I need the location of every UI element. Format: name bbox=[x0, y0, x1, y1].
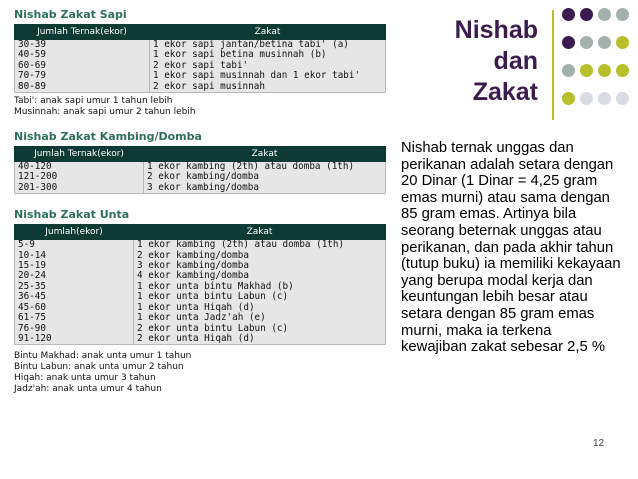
unta-range-cell: 5-9 10-14 15-19 20-24 25-35 36-45 45-60 61-75 76-90 91-120 bbox=[15, 240, 134, 345]
kambing-zakat-cell: 1 ekor kambing (2th) atau domba (1th) 2 ekor kambing/domba 3 ekor kambing/domba bbox=[144, 162, 386, 194]
decor-dot bbox=[598, 8, 611, 21]
kambing-header-zakat: Zakat bbox=[144, 147, 386, 162]
decor-dot bbox=[580, 92, 593, 105]
slide-body-text: Nishab ternak unggas dan perikanan adalah setara dengan 20 Dinar (1 Dinar = 4,25 gram emas murni) atau sama dengan 85 gram emas. Artinya bila seorang beternak unggas atau perikanan, dan pada akhir tahun (tutup buku) ia memiliki kekayaan yang berupa modal kerja dan keuntungan lebih besar atau setara dengan 85 gram emas murni, maka ia terkena kewajiban zakat sebesar 2,5 % bbox=[401, 140, 621, 356]
decor-dot bbox=[580, 64, 593, 77]
decor-dot bbox=[616, 64, 629, 77]
kambing-header-range: Jumlah Ternak(ekor) bbox=[15, 147, 144, 162]
decor-dot bbox=[598, 92, 611, 105]
kambing-table bbox=[14, 146, 386, 194]
page-number: 12 bbox=[593, 438, 605, 449]
unta-note-jadzah: Jadz'ah: anak unta umur 4 tahun bbox=[14, 384, 162, 395]
unta-table bbox=[14, 224, 386, 345]
decor-dot bbox=[562, 36, 575, 49]
sapi-note-musinnah: Musinnah: anak sapi umur 2 tahun lebih bbox=[14, 107, 196, 118]
decor-dot bbox=[580, 8, 593, 21]
title-line-zakat: Zakat bbox=[472, 78, 538, 106]
title-line-dan: dan bbox=[493, 47, 538, 75]
kambing-title: Nishab Zakat Kambing/Domba bbox=[14, 130, 202, 144]
decor-dot bbox=[580, 36, 593, 49]
unta-header-range: Jumlah(ekor) bbox=[15, 225, 134, 240]
decor-dot bbox=[562, 8, 575, 21]
slide-title bbox=[420, 15, 538, 108]
decor-dot bbox=[616, 92, 629, 105]
unta-note-bintu-makhad: Bintu Makhad: anak unta umur 1 tahun bbox=[14, 351, 192, 362]
unta-note-bintu-labun: Bintu Labun: anak unta umur 2 tahun bbox=[14, 362, 184, 373]
sapi-range-cell: 30-39 40-59 60-69 70-79 80-89 bbox=[15, 40, 150, 93]
unta-title: Nishab Zakat Unta bbox=[14, 208, 130, 222]
sapi-header-range: Jumlah Ternak(ekor) bbox=[15, 25, 150, 40]
sapi-header-zakat: Zakat bbox=[150, 25, 386, 40]
decorative-dot-grid bbox=[562, 8, 638, 120]
sapi-table bbox=[14, 24, 386, 93]
kambing-range-cell: 40-120 121-200 201-300 bbox=[15, 162, 144, 194]
zakat-tables-image bbox=[10, 8, 388, 395]
unta-note-hiqah: Hiqah: anak unta umur 3 tahun bbox=[14, 373, 156, 384]
sapi-note-tabi: Tabi': anak sapi umur 1 tahun lebih bbox=[14, 96, 173, 107]
title-divider bbox=[552, 10, 554, 120]
decor-dot bbox=[562, 64, 575, 77]
decor-dot bbox=[616, 36, 629, 49]
sapi-zakat-cell: 1 ekor sapi jantan/betina tabi' (a) 1 ekor sapi betina musinnah (b) 2 ekor sapi tabi' 1 ekor sapi musinnah dan 1 ekor tabi' 2 ekor sapi musinnah bbox=[150, 40, 386, 93]
unta-zakat-cell: 1 ekor kambing (2th) atau domba (1th) 2 ekor kambing/domba 3 ekor kambing/domba 4 ekor kambing/domba 1 ekor unta bintu Makhad (b) 1 ekor unta bintu Labun (c) 1 ekor unta Hiqah (d) 1 ekor unta Jadz'ah (e) 2 ekor unta bintu Labun (c) 2 ekor unta Hiqah (d) bbox=[134, 240, 386, 345]
decor-dot bbox=[562, 92, 575, 105]
unta-header-zakat: Zakat bbox=[134, 225, 386, 240]
decor-dot bbox=[616, 8, 629, 21]
decor-dot bbox=[598, 64, 611, 77]
decor-dot bbox=[598, 36, 611, 49]
sapi-title: Nishab Zakat Sapi bbox=[14, 8, 127, 21]
title-line-nishab: Nishab bbox=[454, 16, 538, 44]
